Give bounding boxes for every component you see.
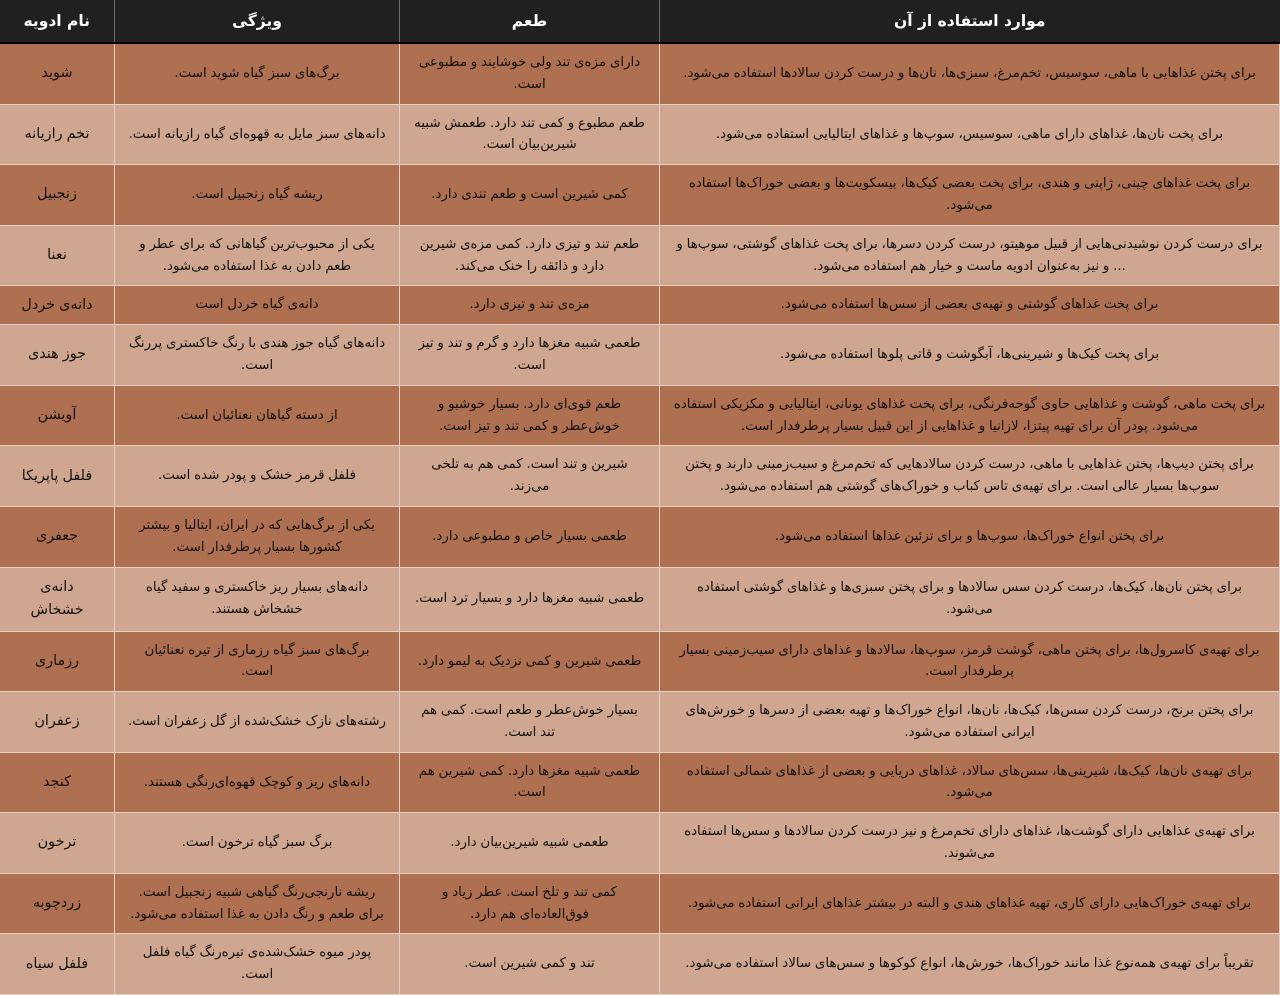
- cell-uses: تقریباً برای تهیه‌ی همه‌نوع غذا مانند خوراک‌ها، خورش‌ها، انواع کوکوها و سس‌های سالاد استفاده می‌شود.: [660, 934, 1280, 995]
- table-row: [0, 385, 1280, 446]
- cell-name: کنجد: [0, 752, 115, 813]
- cell-taste: طعمی بسیار خاص و مطبوعی دارد.: [400, 506, 660, 567]
- cell-taste: طعم قوی‌ای دارد. بسیار خوشبو و خوش‌عطر و کمی تند و تیز است.: [400, 385, 660, 446]
- column-header-taste: طعم: [400, 0, 660, 43]
- cell-uses: برای درست کردن نوشیدنی‌هایی از قبیل موهیتو، درست کردن دسرها، برای پخت غذاهای گوشتی، سوپ‌ها و ... و نیز به‌عنوان ادویه ماست و خیار هم استفاده می‌شود.: [660, 225, 1280, 286]
- column-header-feature: ویژگی: [115, 0, 400, 43]
- table-row: [0, 446, 1280, 507]
- cell-taste: کمی تند و تلخ است. عطر زیاد و فوق‌العاده‌ای هم دارد.: [400, 873, 660, 934]
- cell-name: رزماری: [0, 631, 115, 692]
- cell-uses: برای تهیه‌ی خوراک‌هایی دارای کاری، تهیه غذاهای هندی و البته در بیشتر غذاهای ایرانی استفاده می‌شود.: [660, 873, 1280, 934]
- cell-name: فلفل پاپریکا: [0, 446, 115, 507]
- table-row: [0, 567, 1280, 631]
- cell-name: زعفران: [0, 692, 115, 753]
- cell-feature: دانه‌های گیاه جوز هندی با رنگ خاکستری پررنگ است.: [115, 325, 400, 386]
- cell-taste: طعمی شبیه مغزها دارد و بسیار ترد است.: [400, 567, 660, 631]
- table-row: [0, 873, 1280, 934]
- table-row: [0, 631, 1280, 692]
- cell-name: ترخون: [0, 813, 115, 874]
- table-row: [0, 225, 1280, 286]
- cell-feature: یکی از برگ‌هایی که در ایران، ایتالیا و بیشتر کشورها بسیار پرطرفدار است.: [115, 506, 400, 567]
- cell-taste: طعمی شیرین و کمی نزدیک به لیمو دارد.: [400, 631, 660, 692]
- table-header: [0, 0, 1280, 43]
- cell-feature: از دسته گیاهان نعنائیان است.: [115, 385, 400, 446]
- cell-taste: طعمی شبیه شیرین‌بیان دارد.: [400, 813, 660, 874]
- table-row: [0, 934, 1280, 995]
- cell-feature: پودر میوه خشک‌شده‌ی تیره‌رنگ گیاه فلفل است.: [115, 934, 400, 995]
- cell-taste: تند و کمی شیرین است.: [400, 934, 660, 995]
- cell-uses: برای پختن دیپ‌ها، پختن غذاهایی با ماهی، درست کردن سالادهایی که تخم‌مرغ و سیب‌زمینی دارند و پختن سوپ‌ها بسیار عالی است. برای تهیه‌ی تاس کباب و خوراک‌های گوشتی هم استفاده می‌شود.: [660, 446, 1280, 507]
- table-row: [0, 43, 1280, 104]
- table-row: [0, 165, 1280, 226]
- cell-feature: یکی از محبوب‌ترین گیاهانی که برای عطر و طعم دادن به غذا استفاده می‌شود.: [115, 225, 400, 286]
- cell-uses: برای پخت نان‌ها، غذاهای دارای ماهی، سوسیس، سوپ‌ها و غذاهای ایتالیایی استفاده می‌شود.: [660, 104, 1280, 165]
- cell-uses: برای پختن نان‌ها، کیک‌ها، درست کردن سس سالادها و برای پختن سبزی‌ها و غذاهای گوشتی استفاده می‌شود.: [660, 567, 1280, 631]
- cell-name: زردچوبه: [0, 873, 115, 934]
- cell-name: شوید: [0, 43, 115, 104]
- table-body: [0, 43, 1280, 995]
- table-header-row: [0, 0, 1280, 43]
- cell-taste: طعمی شبیه مغزها دارد و گرم و تند و تیز است.: [400, 325, 660, 386]
- cell-taste: مزه‌ی تند و تیزی دارد.: [400, 286, 660, 325]
- cell-name: زنجبیل: [0, 165, 115, 226]
- cell-uses: برای پخت غذاهای چینی، ژاپنی و هندی، برای پخت بعضی کیک‌ها، بیسکویت‌ها و بعضی خوراک‌ها استفاده می‌شود.: [660, 165, 1280, 226]
- cell-uses: برای پخت ماهی، گوشت و غذاهایی حاوی گوجه‌فرنگی، برای پخت غذاهای یونانی، ایتالیایی و مکزیکی استفاده می‌شود. پودر آن برای تهیه پیتزا، لازانیا و غذاهایی از این قبیل بسیار پرطرفدار است.: [660, 385, 1280, 446]
- cell-feature: فلفل قرمز خشک و پودر شده است.: [115, 446, 400, 507]
- cell-feature: برگ‌های سبز گیاه شوید است.: [115, 43, 400, 104]
- cell-feature: ریشه نارنجی‌رنگ گیاهی شبیه زنجبیل است. برای طعم و رنگ دادن به غذا استفاده می‌شود.: [115, 873, 400, 934]
- cell-uses: برای پختن برنج، درست کردن سس‌ها، کیک‌ها، نان‌ها، انواع خوراک‌ها و تهیه بعضی از دسرها و خورش‌های ایرانی استفاده می‌شود.: [660, 692, 1280, 753]
- cell-uses: برای پخت غذاهای گوشتی و تهیه‌ی بعضی از سس‌ها استفاده می‌شود.: [660, 286, 1280, 325]
- cell-taste: دارای مزه‌ی تند ولی خوشایند و مطبوعی است.: [400, 43, 660, 104]
- cell-name: نعنا: [0, 225, 115, 286]
- cell-uses: برای تهیه‌ی کاسرول‌ها، برای پختن ماهی، گوشت قرمز، سوپ‌ها، سالادها و غذاهای دارای سیب‌زمینی بسیار پرطرفدار است.: [660, 631, 1280, 692]
- cell-feature: دانه‌ی گیاه خردل است: [115, 286, 400, 325]
- cell-uses: برای پختن انواع خوراک‌ها، سوپ‌ها و برای تزئین غذاها استفاده می‌شود.: [660, 506, 1280, 567]
- cell-feature: رشته‌های نازک خشک‌شده از گل زعفران است.: [115, 692, 400, 753]
- table-row: [0, 813, 1280, 874]
- cell-taste: طعم تند و تیزی دارد. کمی مزه‌ی شیرین دارد و ذائقه را خنک می‌کند.: [400, 225, 660, 286]
- cell-taste: بسیار خوش‌عطر و طعم است. کمی هم تند است.: [400, 692, 660, 753]
- cell-name: فلفل سیاه: [0, 934, 115, 995]
- cell-taste: کمی شیرین است و طعم تندی دارد.: [400, 165, 660, 226]
- cell-feature: ریشه گیاه زنجبیل است.: [115, 165, 400, 226]
- table-row: [0, 104, 1280, 165]
- cell-name: تخم رازیانه: [0, 104, 115, 165]
- column-header-uses: موارد استفاده از آن: [660, 0, 1280, 43]
- cell-name: جعفری: [0, 506, 115, 567]
- column-header-name: نام ادویه: [0, 0, 115, 43]
- cell-name: دانه‌ی خشخاش: [0, 567, 115, 631]
- cell-uses: برای تهیه‌ی غذاهایی دارای گوشت‌ها، غذاهای دارای تخم‌مرغ و نیز درست کردن سالادها و سس‌ها استفاده می‌شوند.: [660, 813, 1280, 874]
- table-row: [0, 752, 1280, 813]
- cell-feature: دانه‌های ریز و کوچک قهوه‌ای‌رنگی هستند.: [115, 752, 400, 813]
- cell-uses: برای تهیه‌ی نان‌ها، کیک‌ها، شیرینی‌ها، سس‌های سالاد، غذاهای دریایی و بعضی از غذاهای شمالی استفاده می‌شود.: [660, 752, 1280, 813]
- cell-feature: دانه‌های سبز مایل به قهوه‌ای گیاه رازیانه است.: [115, 104, 400, 165]
- cell-name: آویشن: [0, 385, 115, 446]
- table-row: [0, 286, 1280, 325]
- cell-feature: برگ‌های سبز گیاه رزماری از تیره نعنائیان است.: [115, 631, 400, 692]
- cell-name: دانه‌ی خردل: [0, 286, 115, 325]
- cell-uses: برای پختن غذاهایی با ماهی، سوسیس، تخم‌مرغ، سبزی‌ها، نان‌ها و درست کردن سالادها استفاده می‌شود.: [660, 43, 1280, 104]
- cell-taste: طعم مطبوع و کمی تند دارد. طعمش شبیه شیرین‌بیان است.: [400, 104, 660, 165]
- table-row: [0, 506, 1280, 567]
- cell-taste: شیرین و تند است. کمی هم به تلخی می‌زند.: [400, 446, 660, 507]
- table-row: [0, 325, 1280, 386]
- cell-feature: دانه‌های بسیار ریز خاکستری و سفید گیاه خشخاش هستند.: [115, 567, 400, 631]
- cell-feature: برگ سبز گیاه ترخون است.: [115, 813, 400, 874]
- cell-taste: طعمی شبیه مغزها دارد. کمی شیرین هم است.: [400, 752, 660, 813]
- cell-name: جوز هندی: [0, 325, 115, 386]
- table-row: [0, 692, 1280, 753]
- cell-uses: برای پخت کیک‌ها و شیرینی‌ها، آبگوشت و قاتی پلوها استفاده می‌شود.: [660, 325, 1280, 386]
